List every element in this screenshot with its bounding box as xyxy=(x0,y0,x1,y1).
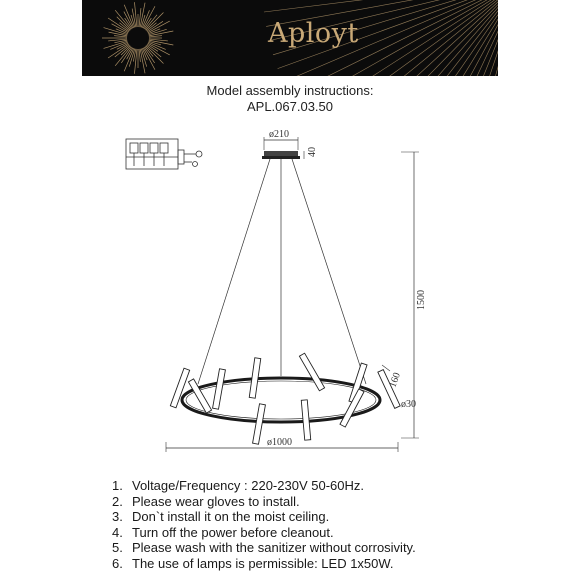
suspension-cables xyxy=(198,159,366,384)
instruction-item: 6. The use of lamps is permissible: LED 1x50W. xyxy=(112,555,394,571)
sun-ray xyxy=(114,40,127,43)
instruction-item: 4. Turn off the power before cleanout. xyxy=(112,524,334,540)
sun-ray xyxy=(114,36,127,37)
corner-ray xyxy=(264,0,498,12)
instruction-item: 3. Don`t install it on the moist ceiling. xyxy=(112,509,330,525)
corner-ray xyxy=(362,0,498,76)
dim-canopy-diameter: ø210 xyxy=(269,129,289,140)
wiring-diagram-icon xyxy=(126,139,202,169)
tube-5 xyxy=(299,353,324,391)
document-title: Model assembly instructions: xyxy=(206,83,374,98)
tube-8 xyxy=(253,404,266,444)
ceiling-canopy xyxy=(262,151,300,159)
brand-banner xyxy=(82,0,498,76)
model-number: APL.067.03.50 xyxy=(246,99,334,114)
sun-ray xyxy=(149,36,162,37)
dim-tube-diameter: ø30 xyxy=(401,399,416,410)
corner-ray xyxy=(412,0,498,76)
corner-ray xyxy=(340,0,498,76)
dim-tube-length: 160 xyxy=(387,371,403,390)
tube-3 xyxy=(213,369,226,409)
technical-drawing xyxy=(0,118,580,463)
dim-ring-diameter: ø1000 xyxy=(267,437,292,448)
sun-ray xyxy=(133,49,136,62)
instruction-item: 1. Voltage/Frequency : 220-230V 50-60Hz. xyxy=(112,478,364,493)
instruction-item: 2. Please wear gloves to install. xyxy=(112,493,300,509)
sun-core xyxy=(129,29,147,47)
sun-ray xyxy=(146,13,164,31)
sun-ray xyxy=(139,49,140,62)
brand-logo-text: Aployt xyxy=(268,18,359,49)
instructions-list xyxy=(112,478,416,572)
dim-canopy-height: 40 xyxy=(307,147,318,157)
tube-1 xyxy=(170,368,189,408)
dim-total-height: 1500 xyxy=(416,290,427,310)
instruction-item: 5. Please wash with the sanitizer without corrosivity. xyxy=(112,540,416,556)
sun-ray xyxy=(146,46,164,64)
tube-9 xyxy=(301,400,310,440)
light-tubes xyxy=(170,353,403,444)
